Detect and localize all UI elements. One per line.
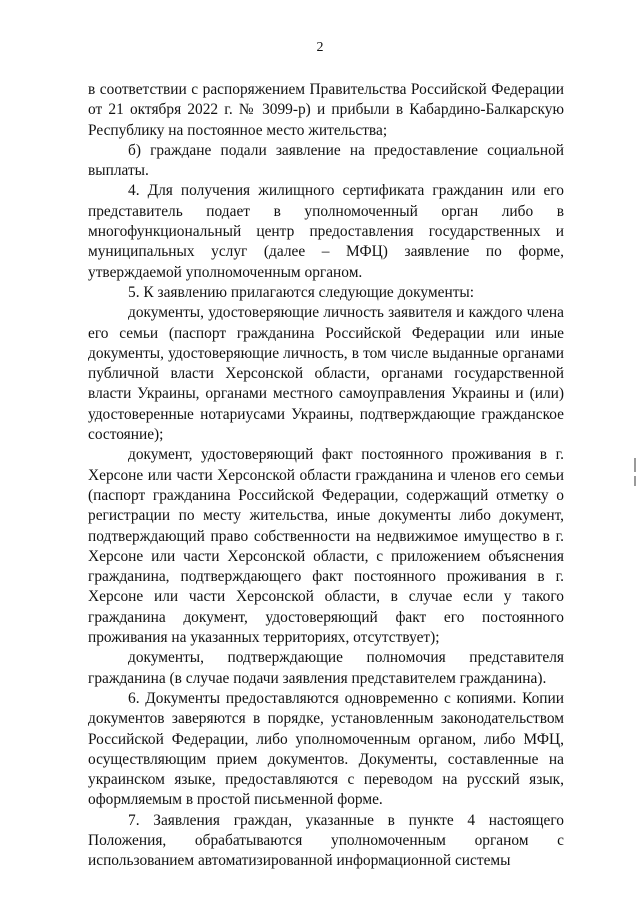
paragraph-4: 4. Для получения жилищного сертификата гражданин или его представитель подает в уполномоченный орган либо в многофункциональный центр предоставления государственных и муниципальных услуг (далее – МФЦ) заявление по форме, утверждаемой уполномоченным органом. <box>88 182 564 281</box>
paragraph-5: 5. К заявлению прилагаются следующие документы: <box>128 283 475 301</box>
paragraph-continuation: в соответствии с распоряжением Правительства Российской Федерации от 21 октября 2022 г. № 3099-р) и прибыли в Кабардино-Балкарскую Республику на постоянное место жительства; <box>88 81 564 139</box>
paragraph-6: 6. Документы предоставляются одновременно с копиями. Копии документов заверяются в порядке, установленным законодательством Российской Федерации, либо уполномоченным органом, либо МФЦ, осуществляющим прием документов. Документы, составленные на украинском языке, предоставляются с переводом на русский язык, оформляемым в простой письменной форме. <box>88 689 564 809</box>
paragraph-5-identity-documents: документы, удостоверяющие личность заявителя и каждого члена его семьи (паспорт гражданина Российской Федерации или иные документы, удостоверяющие личность, в том числе выданные органами публичной власти Херсонской области, органами государственной власти Украины, органами местного самоуправления Украины и (или) удостоверенные нотариусами Украины, подтверждающие гражданское состояние); <box>88 304 564 444</box>
scan-edge-mark <box>634 476 636 486</box>
paragraph-5-residence-documents: документ, удостоверяющий факт постоянного проживания в г. Херсоне или части Херсонской области гражданина и членов его семьи (паспорт гражданина Российской Федерации, содержащий отметку о регистрации по месту жительства, иные документы либо документ, подтверждающий право собственности на недвижимое имущество в г. Херсоне или части Херсонской области, с приложением объяснения гражданина, подтверждающего факт постоянного проживания в г. Херсоне или части Херсонской области, в случае если у такого гражданина документ, удостоверяющий факт его постоянного проживания на указанных территориях, отсутствует); <box>88 446 564 647</box>
paragraph-5-representative-documents: документы, подтверждающие полномочия представителя гражданина (в случае подачи заявления представителем гражданина). <box>88 649 564 687</box>
scan-edge-mark <box>634 458 636 472</box>
document-body <box>88 80 564 872</box>
page-number: 2 <box>316 40 324 55</box>
paragraph-7: 7. Заявления граждан, указанные в пункте 4 настоящего Положения, обрабатываются уполномоченным органом с использованием автоматизированной информационной системы <box>88 811 564 870</box>
paragraph-item-b: б) граждане подали заявление на предоставление социальной выплаты. <box>88 141 564 180</box>
